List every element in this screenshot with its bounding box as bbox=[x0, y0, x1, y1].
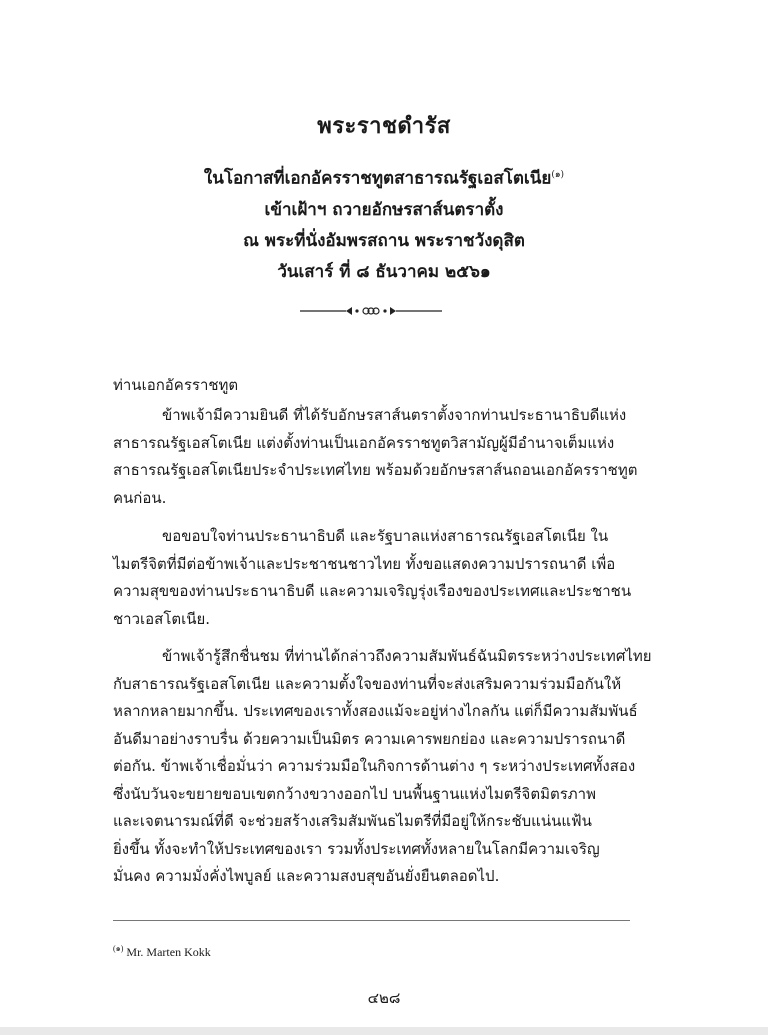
occasion-line-1 bbox=[0, 160, 768, 195]
paragraph-line: ไมตรีจิตที่มีต่อข้าพเจ้าและประชาชนชาวไทย ทั้งขอแสดงความปรารถนาดี เพื่อ bbox=[113, 554, 616, 573]
footnote-text: Mr. Marten Kokk bbox=[126, 945, 211, 959]
occasion-heading bbox=[0, 160, 768, 288]
paragraph-line: กับสาธารณรัฐเอสโตเนีย และความตั้งใจของท่านที่จะส่งเสริมความร่วมมือกันให้ bbox=[113, 674, 622, 693]
footnote-mark: (๑) bbox=[113, 944, 124, 953]
page-title: พระราชดำรัส bbox=[317, 113, 451, 139]
footnote-reference: (๑) bbox=[551, 170, 565, 180]
paragraph-line: หลากหลายมากขึ้น. ประเทศของเราทั้งสองแม้จะอยู่ห่างไกลกัน แต่ก็มีความสัมพันธ์ bbox=[113, 702, 638, 720]
paragraph-line: ชาวเอสโตเนีย. bbox=[113, 609, 211, 628]
occasion-line-4: วันเสาร์ ที่ ๘ ธันวาคม ๒๕๖๑ bbox=[277, 261, 491, 282]
footnote-divider bbox=[113, 920, 630, 921]
ornament-divider bbox=[300, 302, 442, 320]
salutation: ท่านเอกอัครราชทูต bbox=[113, 376, 239, 394]
occasion-line-2: เข้าเฝ้าฯ ถวายอักษรสาส์นตราตั้ง bbox=[264, 199, 504, 220]
paragraph-line: สาธารณรัฐเอสโตเนีย แต่งตั้งท่านเป็นเอกอัครราชทูตวิสามัญผู้มีอำนาจเต็มแห่ง bbox=[113, 433, 615, 452]
paragraph-line: ข้าพเจ้ารู้สึกชื่นชม ที่ท่านได้กล่าวถึงความสัมพันธ์ฉันมิตรระหว่างประเทศไทย bbox=[162, 647, 652, 665]
paragraph-line: ยิ่งขึ้น ทั้งจะทำให้ประเทศของเรา รวมทั้งประเทศทั้งหลายในโลกมีความเจริญ bbox=[113, 839, 600, 858]
paragraph-2 bbox=[113, 523, 633, 633]
paragraph-line: ต่อกัน. ข้าพเจ้าเชื่อมั่นว่า ความร่วมมือในกิจการด้านต่าง ๆ ระหว่างประเทศทั้งสอง bbox=[113, 757, 636, 775]
page-bottom-edge bbox=[0, 1027, 768, 1035]
paragraph-line: สาธารณรัฐเอสโตเนียประจำประเทศไทย พร้อมด้วยอักษรสาส์นถอนเอกอัครราชทูต bbox=[113, 461, 638, 479]
paragraph-line: ข้าพเจ้ามีความยินดี ที่ได้รับอักษรสาส์นตราตั้งจากท่านประธานาธิบดีแห่ง bbox=[162, 406, 627, 424]
paragraph-line: มั่นคง ความมั่งคั่งไพบูลย์ และความสงบสุขอันยั่งยืนตลอดไป. bbox=[113, 867, 500, 885]
paragraph-3 bbox=[113, 643, 652, 891]
paragraph-line: คนก่อน. bbox=[113, 488, 167, 507]
paragraph-1 bbox=[113, 402, 638, 512]
paragraph-line: และเจตนารมณ์ที่ดี จะช่วยสร้างเสริมสัมพันธไมตรีที่มีอยู่ให้กระชับแน่นแฟ้น bbox=[113, 812, 592, 830]
paragraph-line: ความสุขของท่านประธานาธิบดี และความเจริญรุ่งเรืองของประเทศและประชาชน bbox=[113, 582, 632, 600]
footnote bbox=[113, 942, 211, 960]
paragraph-line: อันดีมาอย่างราบรื่น ด้วยความเป็นมิตร ความเคารพยกย่อง และความปรารถนาดี bbox=[113, 729, 626, 748]
paragraph-line: ขอขอบใจท่านประธานาธิบดี และรัฐบาลแห่งสาธารณรัฐเอสโตเนีย ใน bbox=[162, 527, 609, 545]
occasion-line-3: ณ พระที่นั่งอัมพรสถาน พระราชวังดุสิต bbox=[243, 230, 525, 251]
occasion-line-1-text: ในโอกาสที่เอกอัครราชทูตสาธารณรัฐเอสโตเนีย bbox=[203, 168, 552, 189]
paragraph-line: ซึ่งนับวันจะขยายขอบเขตกว้างขวางออกไป บนพื้นฐานแห่งไมตรีจิตมิตรภาพ bbox=[113, 784, 596, 803]
page-number: ๔๒๘ bbox=[367, 989, 401, 1007]
